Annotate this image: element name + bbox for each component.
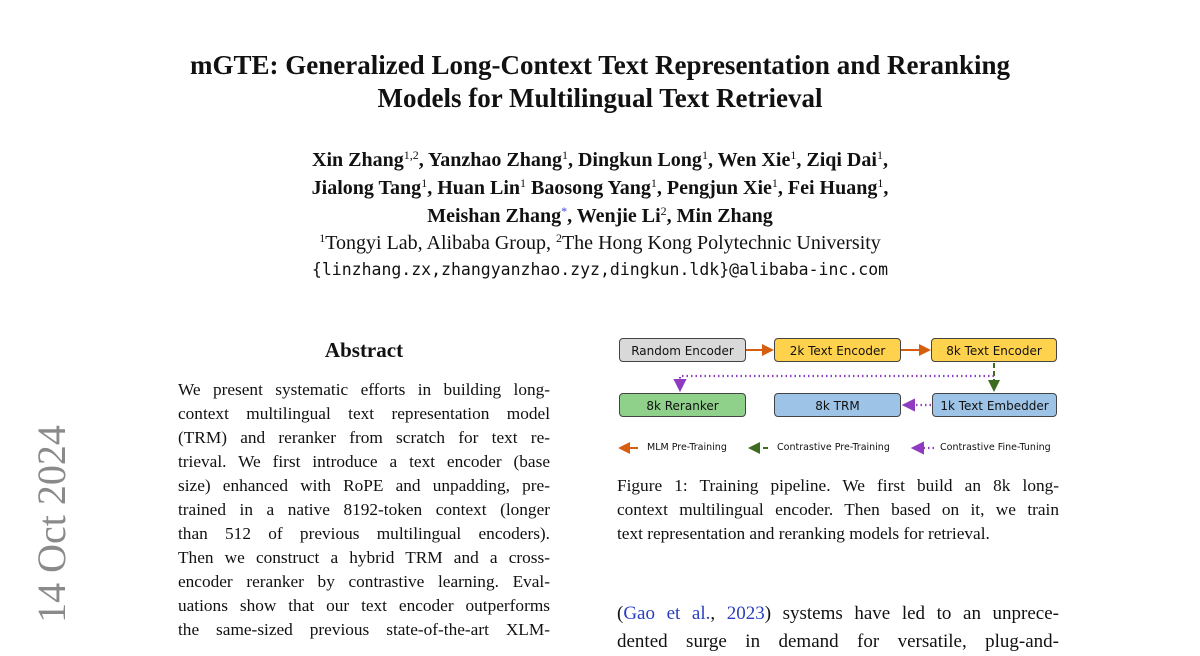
legend-contrastive-pre-label: Contrastive Pre-Training: [777, 442, 890, 453]
author-emails: {linzhang.zx,zhangyanzhao.zyz,dingkun.ldk}@alibaba-inc.com: [311, 260, 889, 279]
affiliations: $^1$Tongyi Lab, Alibaba Group, $^2$The Hong Kong Polytechnic University: [319, 231, 881, 254]
body-line: (Gao et al., 2023) systems have led to an unprece-: [617, 603, 1059, 624]
training-pipeline-figure: [614, 332, 1060, 462]
contrastive-fine-arrow-reranker: [680, 376, 994, 390]
abstract-line: (TRM) and reranker from scratch for text re-: [178, 428, 550, 447]
legend-mlm-label: MLM Pre-Training: [647, 442, 727, 453]
node-8k-reranker: 8k Reranker: [619, 393, 746, 417]
abstract-line: context multilingual text representation model: [178, 404, 550, 423]
citation-link-year[interactable]: 2023: [726, 603, 765, 624]
paper-title: [150, 49, 1050, 115]
caption-line: Figure 1: Training pipeline. We first build an 8k long-: [617, 476, 1059, 495]
abstract-line: trained in a native 8192-token context (longer: [178, 500, 550, 519]
abstract-line: Then we construct a hybrid TRM and a cross-: [178, 548, 550, 567]
caption-line: text representation and reranking models for retrieval.: [617, 524, 990, 543]
arxiv-date-stamp: 14 Oct 2024: [29, 425, 74, 623]
node-2k-text-encoder: 2k Text Encoder: [774, 338, 901, 362]
abstract-heading: Abstract: [324, 338, 404, 362]
abstract-line: the same-sized previous state-of-the-art XLM-: [178, 620, 550, 639]
authors-line-1: Xin Zhang$^{1,2}$, Yanzhao Zhang$^1$, Dingkun Long$^1$, Wen Xie$^1$, Ziqi Dai$^1$,: [312, 148, 888, 171]
title-line-2: Models for Multilingual Text Retrieval: [377, 83, 823, 113]
abstract-line: than 512 of previous multilingual encoders).: [178, 524, 550, 543]
abstract-line: encoder reranker by contrastive learning. Eval-: [178, 572, 550, 591]
legend-contrastive-fine-label: Contrastive Fine-Tuning: [940, 442, 1051, 453]
citation-link-author[interactable]: Gao et al.: [623, 603, 711, 624]
corresponding-author-mark[interactable]: *: [561, 204, 568, 218]
abstract-line: size) enhanced with RoPE and unpadding, pre-: [178, 476, 550, 495]
abstract-line: uations show that our text encoder outperforms: [178, 596, 550, 615]
authors-line-3: Meishan Zhang*, Wenjie Li$^2$, Min Zhang: [427, 204, 773, 227]
node-random-encoder: Random Encoder: [619, 338, 746, 362]
abstract-line: trieval. We first introduce a text encoder (base: [178, 452, 550, 471]
authors-line-2: Jialong Tang$^1$, Huan Lin$^1$ Baosong Yang$^1$, Pengjun Xie$^1$, Fei Huang$^1$,: [311, 176, 889, 199]
abstract-line: We present systematic efforts in building long-: [178, 380, 550, 399]
title-line-1: mGTE: Generalized Long-Context Text Representation and Reranking: [189, 50, 1010, 80]
author-list: [150, 146, 1050, 230]
node-8k-text-encoder: 8k Text Encoder: [931, 338, 1057, 362]
caption-line: context multilingual encoder. Then based on it, we train: [617, 500, 1059, 519]
body-line: dented surge in demand for versatile, plug-and-: [617, 631, 1059, 652]
node-8k-trm: 8k TRM: [774, 393, 901, 417]
node-1k-text-embedder: 1k Text Embedder: [932, 393, 1057, 417]
